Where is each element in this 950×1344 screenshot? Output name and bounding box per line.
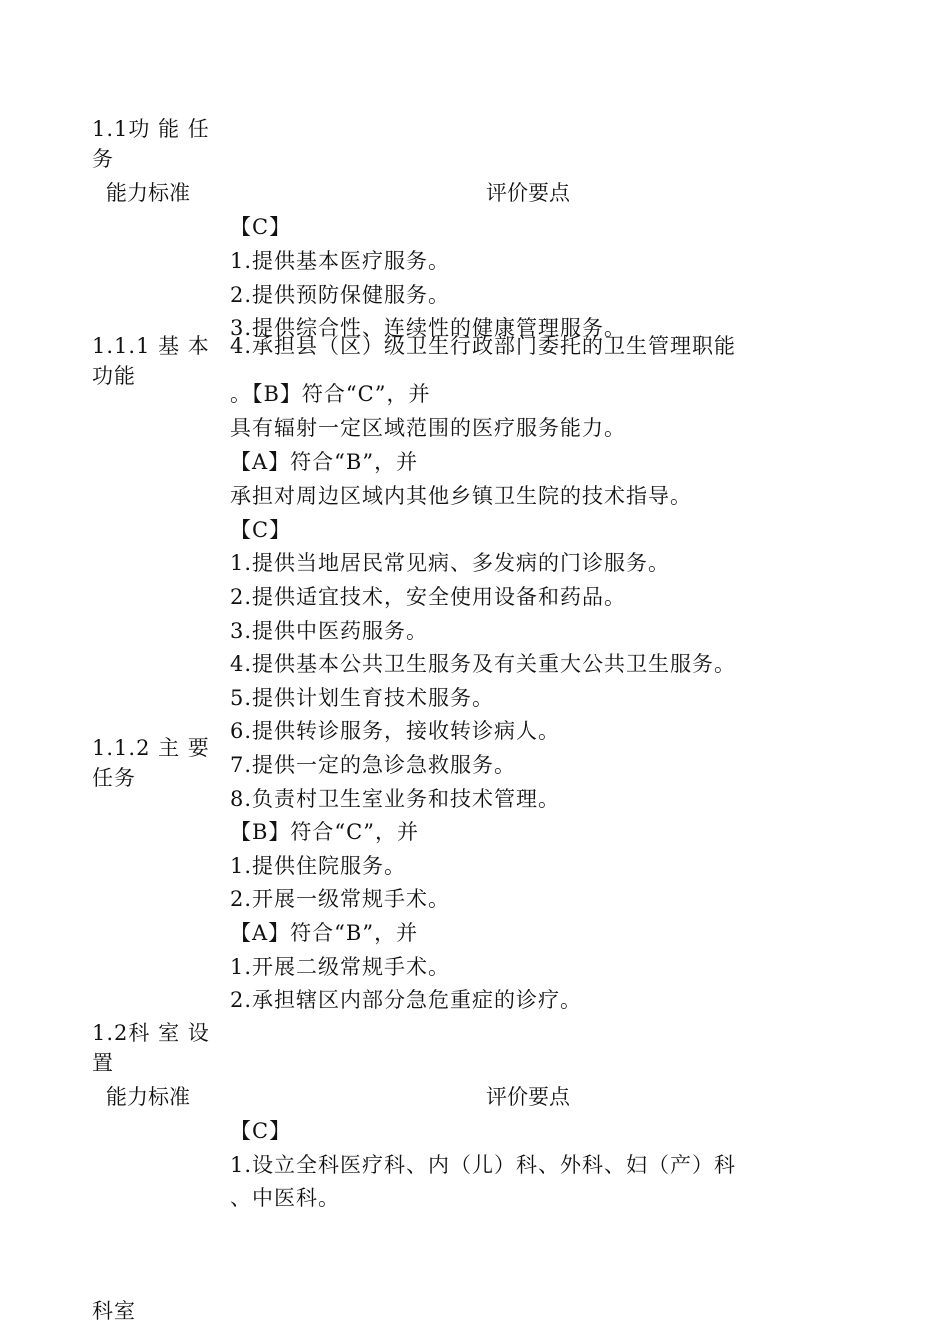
point-line: 【C】 (230, 215, 292, 239)
point-line: 【C】 (230, 518, 292, 542)
point-line: 。【B】符合“C”，并 (230, 382, 431, 406)
point-line: 2.承担辖区内部分急危重症的诊疗。 (230, 988, 583, 1012)
point-line: 【A】符合“B”，并 (230, 921, 419, 945)
point-line: 3.提供中医药服务。 (230, 619, 429, 643)
item-label-line: 1.1.2 主 要 (92, 736, 210, 760)
item-label-line: 1.1.1 基 本 (92, 334, 210, 358)
point-line: 1.开展二级常规手术。 (230, 955, 451, 979)
point-line: 1.提供当地居民常见病、多发病的门诊服务。 (230, 551, 671, 575)
point-line: 4.提供基本公共卫生服务及有关重大公共卫生服务。 (230, 652, 737, 676)
point-line: 3.提供综合性、连续性的健康管理服务。 (230, 316, 627, 340)
point-line: 【B】符合“C”，并 (230, 820, 419, 844)
point-line: 1.提供住院服务。 (230, 854, 407, 878)
point-line: 7.提供一定的急诊急救服务。 (230, 753, 517, 777)
point-line: 承担对周边区域内其他乡镇卫生院的技术指导。 (230, 484, 692, 508)
column-header-points: 评价要点 (486, 1085, 570, 1109)
item-label-line: 任务 (92, 766, 136, 790)
point-line: 1.设立全科医疗科、内（儿）科、外科、妇（产）科 (230, 1153, 737, 1177)
point-line: 2.提供预防保健服务。 (230, 283, 451, 307)
item-label-line: 功能 (92, 364, 136, 388)
point-line: 2.提供适宜技术，安全使用设备和药品。 (230, 585, 627, 609)
column-header-standard: 能力标准 (106, 181, 190, 205)
footer-label: 科室 (92, 1299, 136, 1323)
point-line: 4.承担县（区）级卫生行政部门委托的卫生管理职能 (230, 334, 737, 358)
column-header-points: 评价要点 (486, 181, 570, 205)
point-line: 5.提供计划生育技术服务。 (230, 686, 495, 710)
section-title-line: 置 (92, 1051, 114, 1075)
point-line: 8.负责村卫生室业务和技术管理。 (230, 787, 561, 811)
point-line: 1.提供基本医疗服务。 (230, 249, 451, 273)
point-line: 【C】 (230, 1119, 292, 1143)
section-title-line: 1.2科 室 设 (92, 1021, 210, 1045)
point-line: 、中医科。 (230, 1186, 340, 1210)
point-line: 2.开展一级常规手术。 (230, 887, 451, 911)
point-line: 具有辐射一定区域范围的医疗服务能力。 (230, 416, 626, 440)
point-line: 6.提供转诊服务，接收转诊病人。 (230, 719, 561, 743)
section-title-line: 务 (92, 147, 114, 171)
section-title-line: 1.1功 能 任 (92, 117, 210, 141)
point-line: 【A】符合“B”，并 (230, 450, 419, 474)
column-header-standard: 能力标准 (106, 1085, 190, 1109)
